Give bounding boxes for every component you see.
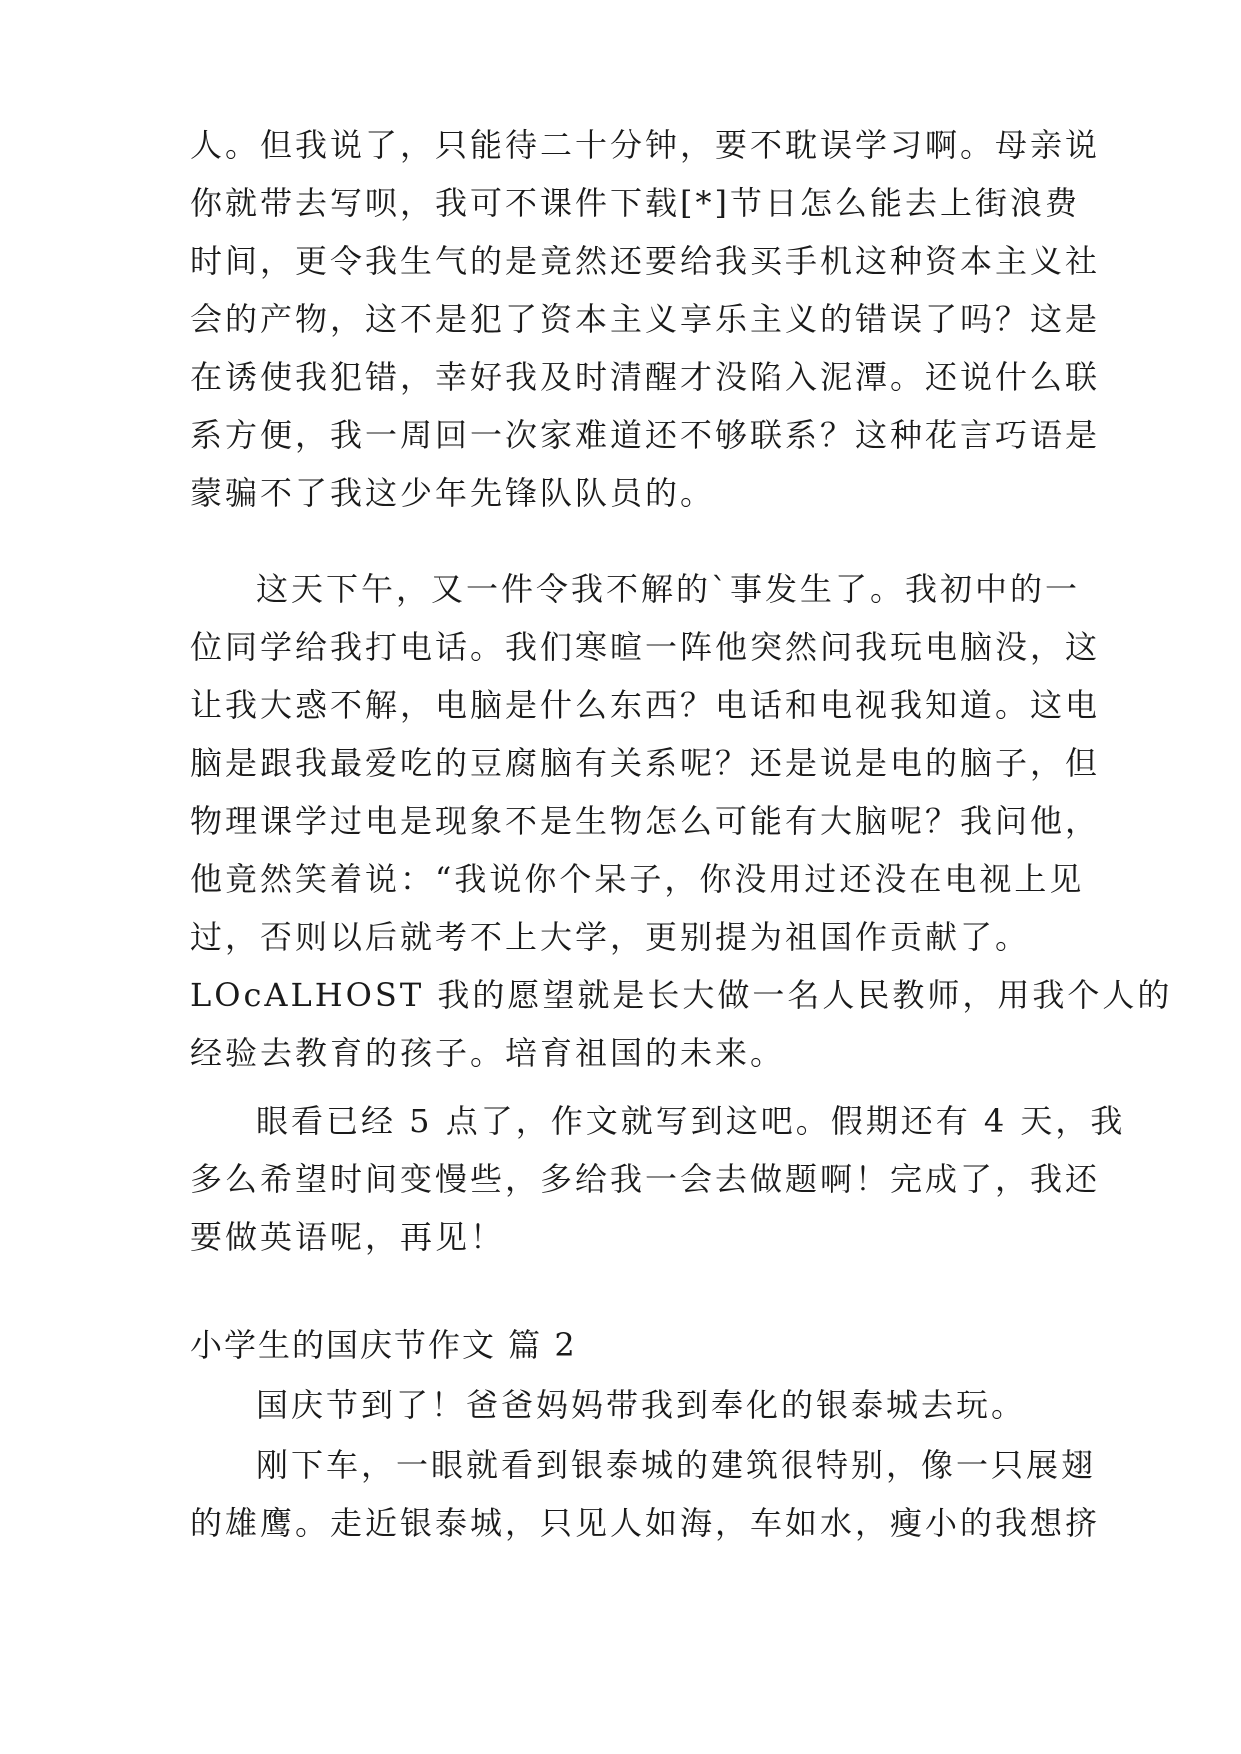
paragraph-line: 多么希望时间变慢些，多给我一会去做题啊！完成了，我还 [190, 1160, 1101, 1198]
paragraph-1 [190, 116, 1101, 522]
paragraph-4 [190, 1376, 1050, 1434]
paragraph-line: 让我大惑不解，电脑是什么东西？电话和电视我知道。这电 [190, 686, 1101, 724]
section-heading: 小学生的国庆节作文 篇 2 [190, 1326, 577, 1364]
paragraph-line: 会的产物，这不是犯了资本主义享乐主义的错误了吗？这是 [190, 300, 1101, 338]
paragraph-line: 眼看已经 5 点了，作文就写到这吧。假期还有 4 天，我 [256, 1102, 1126, 1140]
paragraph-2 [190, 560, 1173, 1082]
paragraph-line: 经验去教育的孩子。培育祖国的未来。 [190, 1034, 786, 1072]
paragraph-line: 过，否则以后就考不上大学，更别提为祖国作贡献了。 [190, 918, 1031, 956]
paragraph-line: 物理课学过电是现象不是生物怎么可能有大脑呢？我问他， [190, 802, 1101, 840]
paragraph-line: 系方便，我一周回一次家难道还不够联系？这种花言巧语是 [190, 416, 1101, 454]
paragraph-line: 在诱使我犯错，幸好我及时清醒才没陷入泥潭。还说什么联 [190, 358, 1101, 396]
paragraph-line: 蒙骗不了我这少年先锋队队员的。 [190, 474, 716, 512]
paragraph-line: 刚下车，一眼就看到银泰城的建筑很特别，像一只展翅 [256, 1446, 1097, 1484]
paragraph-line: 位同学给我打电话。我们寒暄一阵他突然问我玩电脑没，这 [190, 628, 1101, 666]
paragraph-line: 时间，更令我生气的是竟然还要给我买手机这种资本主义社 [190, 242, 1101, 280]
paragraph-line: 你就带去写呗，我可不课件下载[*]节日怎么能去上街浪费 [190, 184, 1080, 222]
paragraph-line: LOcALHOST 我的愿望就是长大做一名人民教师，用我个人的 [190, 976, 1173, 1014]
paragraph-line: 这天下午，又一件令我不解的`事发生了。我初中的一 [256, 570, 1081, 608]
paragraph-3 [190, 1092, 1126, 1266]
paragraph-line: 国庆节到了！爸爸妈妈带我到奉化的银泰城去玩。 [256, 1386, 1027, 1424]
paragraph-line: 脑是跟我最爱吃的豆腐脑有关系呢？还是说是电的脑子，但 [190, 744, 1101, 782]
paragraph-line: 他竟然笑着说：“我说你个呆子，你没用过还没在电视上见 [190, 860, 1085, 898]
paragraph-line: 人。但我说了，只能待二十分钟，要不耽误学习啊。母亲说 [190, 126, 1101, 164]
paragraph-5 [190, 1436, 1101, 1552]
paragraph-line: 要做英语呢，再见！ [190, 1218, 506, 1256]
paragraph-line: 的雄鹰。走近银泰城，只见人如海，车如水，瘦小的我想挤 [190, 1504, 1101, 1542]
